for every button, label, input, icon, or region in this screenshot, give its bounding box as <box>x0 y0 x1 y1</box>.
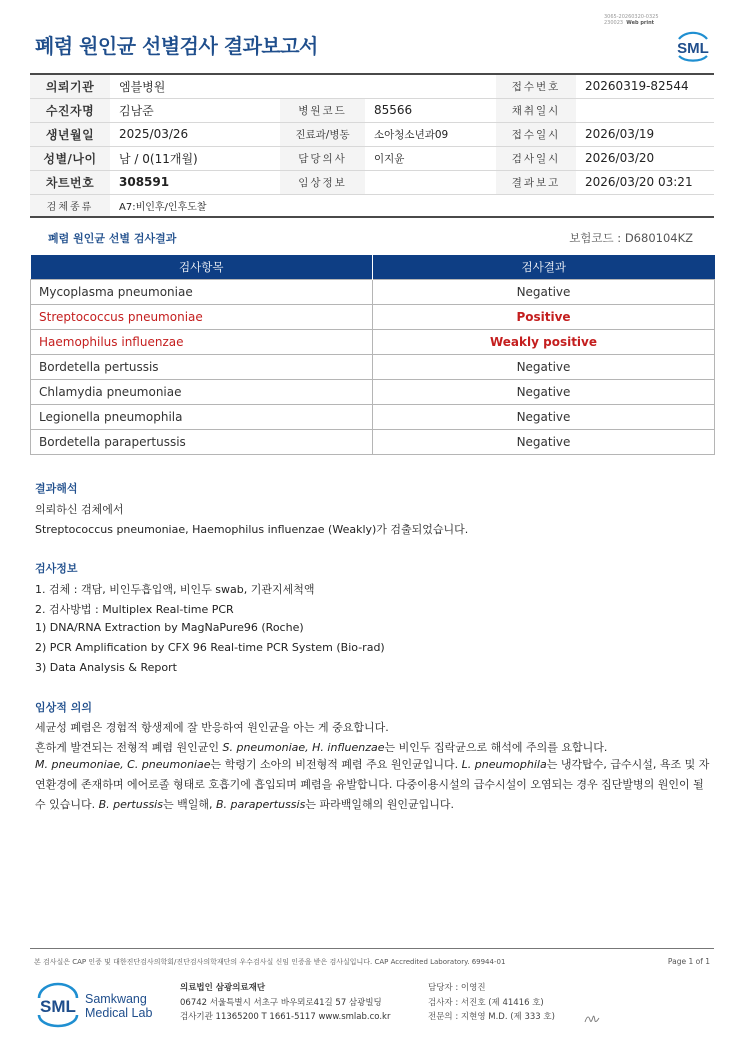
report-date-label: 결과보고 <box>496 170 576 194</box>
collection-date-value <box>576 98 714 122</box>
report-date-value: 2026/03/20 03:21 <box>576 170 714 194</box>
receipt-no-label: 접수번호 <box>496 74 576 98</box>
info-row <box>30 98 714 122</box>
sex-age-label: 성별/나이 <box>30 146 110 170</box>
chart-no-value: 308591 <box>110 170 280 194</box>
result-value: Negative <box>373 404 715 429</box>
result-row <box>31 329 715 354</box>
staff-specialist: 전문의 : 지현영 M.D. (제 333 호) <box>428 1012 555 1022</box>
test-info-line: 2) PCR Amplification by CFX 96 Real-time PCR System (Bio-rad) <box>35 641 385 654</box>
print-code-line2: 230023 <box>604 20 624 26</box>
organism-name: S. pneumoniae, H. influenzae <box>222 741 385 754</box>
staff-in-charge: 담당자 : 이영진 <box>428 983 486 993</box>
accreditation-note: 본 검사실은 CAP 인증 및 대한진단검사의학회/진단검사의학재단의 우수검사실 신임 인증을 받은 검사실입니다. CAP Accredited Laboratory. 69944-01 <box>34 958 506 966</box>
interpretation-line2: Streptococcus pneumoniae, Haemophilus influenzae (Weakly)가 검출되었습니다. <box>35 523 469 536</box>
result-item: Legionella pneumophila <box>31 404 373 429</box>
result-item: Mycoplasma pneumoniae <box>31 279 373 304</box>
test-info-line: 3) Data Analysis & Report <box>35 661 177 674</box>
samkwang-logo-icon <box>35 980 165 1028</box>
doctor-value: 이지윤 <box>365 146 496 170</box>
info-row <box>30 122 714 146</box>
test-info-line: 1. 검체 : 객담, 비인두흡입액, 비인두 swab, 기관지세척액 <box>35 583 315 596</box>
clinical-text: 는 파라백일해의 원인균입니다. <box>305 798 454 811</box>
result-value: Weakly positive <box>373 329 715 354</box>
result-value: Negative <box>373 429 715 454</box>
clinical-text: 는 백일해, <box>162 798 216 811</box>
foundation-contact: 검사기관 11365200 T 1661-5117 www.smlab.co.kr <box>180 1012 391 1022</box>
specimen-label: 검체종류 <box>30 194 110 217</box>
test-info-line: 2. 검사방법 : Multiplex Real-time PCR <box>35 603 234 616</box>
organism-name: L. pneumophila <box>461 758 547 771</box>
info-row <box>30 146 714 170</box>
hospital-code-label: 병원코드 <box>280 98 365 122</box>
result-value: Negative <box>373 354 715 379</box>
result-value: Negative <box>373 279 715 304</box>
birth-label: 생년월일 <box>30 122 110 146</box>
results-header-row <box>31 255 715 279</box>
result-row <box>31 304 715 329</box>
organism-name: B. parapertussis <box>215 798 306 811</box>
staff-info <box>428 981 555 1025</box>
collection-date-label: 채취일시 <box>496 98 576 122</box>
clinical-paragraph-1: 세균성 폐렴은 경험적 항생제에 잘 반응하여 원인균을 아는 게 중요합니다. <box>35 721 389 734</box>
results-table <box>30 255 715 455</box>
test-date-label: 검사일시 <box>496 146 576 170</box>
foundation-address: 06742 서울특별시 서초구 바우뫼로41길 57 삼광빌딩 <box>180 997 382 1008</box>
patient-info-table <box>30 73 714 218</box>
result-row <box>31 354 715 379</box>
result-row <box>31 279 715 304</box>
info-row <box>30 74 714 98</box>
test-info-title: 검사정보 <box>35 562 78 575</box>
result-item: Chlamydia pneumoniae <box>31 379 373 404</box>
signature-icon <box>582 1011 602 1026</box>
dept-value: 소아청소년과09 <box>365 122 496 146</box>
insurance-code: 보험코드 : D680104KZ <box>569 231 693 245</box>
specimen-value: A7:비인후/인후도찰 <box>110 194 714 217</box>
receipt-date-value: 2026/03/19 <box>576 122 714 146</box>
info-row <box>30 194 714 217</box>
doctor-label: 담당의사 <box>280 146 365 170</box>
result-item: Streptococcus pneumoniae <box>31 304 373 329</box>
patient-name-value: 김남준 <box>110 98 280 122</box>
clinical-paragraph-3 <box>35 755 715 815</box>
interpretation-title: 결과해석 <box>35 482 78 495</box>
requesting-org-label: 의뢰기관 <box>30 74 110 98</box>
result-item: Haemophilus influenzae <box>31 329 373 354</box>
logo-name-line1: Samkwang <box>85 992 147 1006</box>
col-result-header: 검사결과 <box>373 255 715 279</box>
print-code-line1: 3065-20260320-0325 <box>604 14 659 20</box>
result-value: Positive <box>373 304 715 329</box>
staff-tester: 검사자 : 서진호 (제 41416 호) <box>428 997 544 1008</box>
logo-sml-text: SML <box>40 997 76 1016</box>
report-title: 폐렴 원인균 선별검사 결과보고서 <box>35 34 318 58</box>
receipt-date-label: 접수일시 <box>496 122 576 146</box>
result-row <box>31 404 715 429</box>
interpretation-line1: 의뢰하신 검체에서 <box>35 503 124 516</box>
page-number: Page 1 of 1 <box>667 957 710 966</box>
result-row <box>31 429 715 454</box>
result-item: Bordetella pertussis <box>31 354 373 379</box>
receipt-no-value: 20260319-82544 <box>576 74 714 98</box>
organism-name: M. pneumoniae, C. pneumoniae <box>35 758 211 771</box>
dept-label: 진료과/병동 <box>280 122 365 146</box>
clinical-text: 흔하게 발견되는 전형적 폐렴 원인균인 <box>35 741 223 754</box>
clinical-info-label: 임상정보 <box>280 170 365 194</box>
foundation-info <box>180 981 390 1025</box>
results-section-title: 폐렴 원인균 선별 검사결과 <box>48 232 177 245</box>
col-item-header: 검사항목 <box>31 255 373 279</box>
footer-divider <box>30 948 714 949</box>
chart-no-label: 차트번호 <box>30 170 110 194</box>
logo-name-line2: Medical Lab <box>85 1006 153 1020</box>
organism-name: B. pertussis <box>98 798 163 811</box>
info-row <box>30 170 714 194</box>
patient-name-label: 수진자명 <box>30 98 110 122</box>
sex-age-value: 남 / 0(11개월) <box>110 146 280 170</box>
clinical-text: 는 학령기 소아의 비전형적 폐렴 주요 원인균입니다. <box>210 758 462 771</box>
clinical-significance-title: 임상적 의의 <box>35 701 92 714</box>
birth-value: 2025/03/26 <box>110 122 280 146</box>
result-row <box>31 379 715 404</box>
test-date-value: 2026/03/20 <box>576 146 714 170</box>
clinical-info-value <box>365 170 496 194</box>
requesting-org-value: 엠블병원 <box>110 74 496 98</box>
foundation-name: 의료법인 삼광의료재단 <box>180 983 266 993</box>
clinical-text: 는 냉각탑수, 급수시설, 욕조 및 자연환경에 존재하며 에어로졸 형태로 호흡기에 흡입되며 폐렴을 유발합니다. 다중이용시설의 급수시설이 오염되는 경우 집단발병의 원인이 될 수 있습니다. <box>35 758 710 811</box>
test-info-line: 1) DNA/RNA Extraction by MagNaPure96 (Roche) <box>35 621 304 634</box>
sml-logo-icon <box>673 27 713 63</box>
hospital-code-value: 85566 <box>365 98 496 122</box>
print-code <box>604 14 659 26</box>
result-item: Bordetella parapertussis <box>31 429 373 454</box>
clinical-text: 는 비인두 집락균으로 해석에 주의를 요합니다. <box>384 741 608 754</box>
clinical-paragraph-2 <box>35 739 607 755</box>
print-label: Web print <box>626 20 655 26</box>
result-value: Negative <box>373 379 715 404</box>
sml-logo-text: SML <box>677 40 709 57</box>
